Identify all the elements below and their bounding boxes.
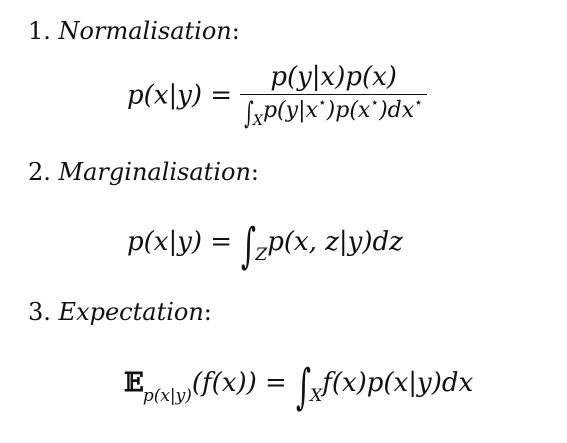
marginalisation-body: p(x, z|y)dz: [267, 227, 403, 257]
denominator-part-2: )p(x: [326, 98, 371, 123]
integral-sign: ∫: [241, 218, 257, 274]
normalisation-lhs: p(x|y) =: [127, 80, 233, 111]
expectation-body: f(x)p(x|y)dx: [322, 368, 474, 398]
item-3-name: Expectation: [58, 298, 204, 326]
integral-sign: ∫: [296, 359, 312, 415]
integral-sign: ∫: [244, 96, 254, 131]
expectation-sub: p(x|y): [142, 386, 192, 406]
expectation-symbol: 𝔼: [124, 368, 143, 398]
item-3-colon: :: [203, 298, 212, 326]
denominator-part-3: )dx: [379, 98, 415, 123]
normalisation-numerator: p(y|x)p(x): [270, 62, 397, 92]
expectation-lhs-rest: (f(x)) =: [191, 368, 287, 398]
item-1-name: Normalisation: [58, 17, 232, 45]
normalisation-fraction: [240, 62, 427, 129]
item-2-number: 2.: [28, 158, 51, 186]
marginalisation-lhs: p(x|y) =: [127, 227, 233, 257]
equation-expectation: [124, 359, 474, 415]
item-3-number: 3.: [28, 298, 51, 326]
item-1-heading: [28, 17, 240, 45]
equation-marginalisation: [127, 218, 403, 274]
normalisation-denominator: [240, 95, 427, 129]
item-2-colon: :: [250, 158, 260, 186]
marginalisation-integral-sub: Z: [255, 245, 268, 265]
item-2-heading: [28, 158, 259, 186]
denominator-part-1: p(y|x: [262, 98, 318, 123]
star-1: ⋆: [317, 95, 327, 111]
expectation-integral-sub: X: [310, 386, 323, 406]
item-2-name: Marginalisation: [58, 158, 251, 186]
item-3-heading: [28, 298, 212, 326]
denominator-integral-sub: X: [253, 113, 263, 129]
item-1-colon: :: [231, 17, 240, 45]
star-3: ⋆: [414, 95, 423, 111]
equation-normalisation: [127, 62, 427, 129]
item-1-number: 1.: [28, 17, 51, 45]
star-2: ⋆: [370, 95, 380, 111]
